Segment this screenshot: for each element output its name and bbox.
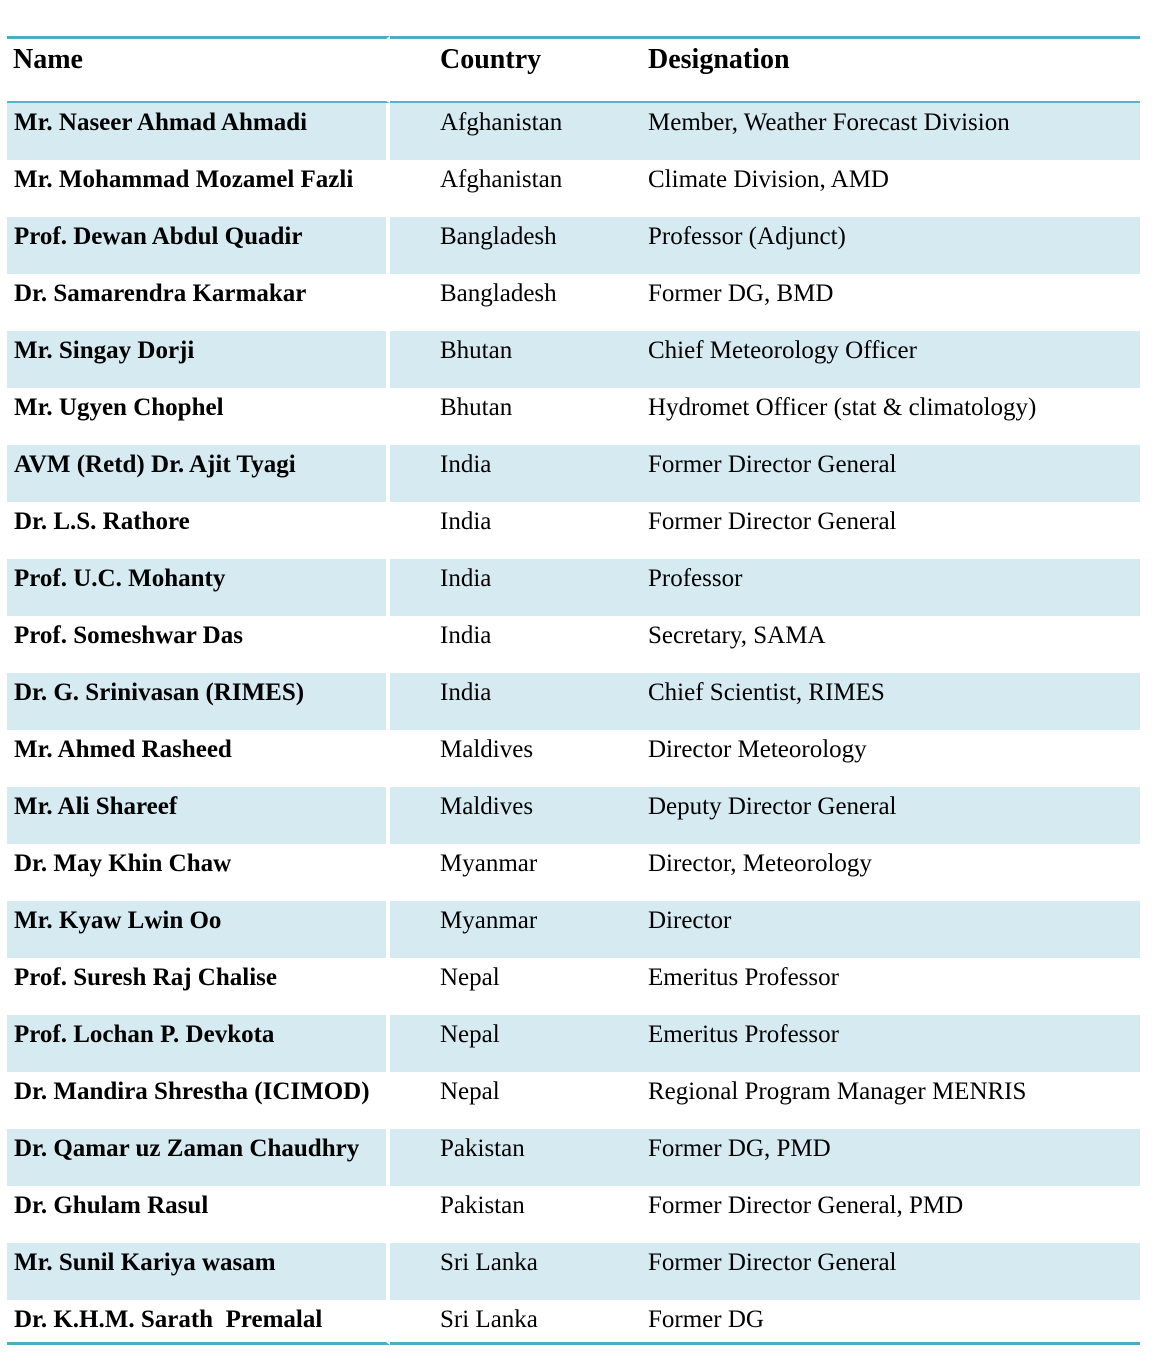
country-cell: Myanmar: [390, 844, 630, 901]
designation-cell: Former Director General: [630, 502, 1140, 559]
designation-cell: Regional Program Manager MENRIS: [630, 1072, 1140, 1129]
country-cell: Sri Lanka: [390, 1243, 630, 1300]
table-row: [7, 787, 1140, 844]
member-name-cell: Prof. Lochan P. Devkota: [7, 1015, 390, 1072]
experts-table: [7, 36, 1140, 1345]
member-name-cell: Dr. Qamar uz Zaman Chaudhry: [7, 1129, 390, 1186]
designation-cell: Professor (Adjunct): [630, 217, 1140, 274]
designation-cell: Former Director General, PMD: [630, 1186, 1140, 1243]
table-row: [7, 445, 1140, 502]
table-row: [7, 502, 1140, 559]
country-cell: Maldives: [390, 787, 630, 844]
country-cell: Nepal: [390, 1015, 630, 1072]
table-row: [7, 1300, 1140, 1345]
country-cell: Maldives: [390, 730, 630, 787]
member-name-cell: Prof. Dewan Abdul Quadir: [7, 217, 390, 274]
member-name-cell: Mr. Sunil Kariya wasam: [7, 1243, 390, 1300]
designation-cell: Director: [630, 901, 1140, 958]
country-cell: Sri Lanka: [390, 1300, 630, 1345]
member-name-cell: Mr. Mohammad Mozamel Fazli: [7, 160, 390, 217]
member-name-cell: Mr. Ugyen Chophel: [7, 388, 390, 445]
table-row: [7, 616, 1140, 673]
table-row: [7, 844, 1140, 901]
member-name-cell: Mr. Ali Shareef: [7, 787, 390, 844]
member-name-cell: Prof. U.C. Mohanty: [7, 559, 390, 616]
member-name-cell: Dr. L.S. Rathore: [7, 502, 390, 559]
table-row: [7, 103, 1140, 160]
column-header-designation: Designation: [630, 36, 1140, 103]
member-name-cell: Prof. Suresh Raj Chalise: [7, 958, 390, 1015]
member-name-cell: Dr. May Khin Chaw: [7, 844, 390, 901]
column-header-country: Country: [390, 36, 630, 103]
table-row: [7, 1129, 1140, 1186]
member-name-cell: Dr. Samarendra Karmakar: [7, 274, 390, 331]
table-row: [7, 958, 1140, 1015]
designation-cell: Chief Scientist, RIMES: [630, 673, 1140, 730]
member-name-cell: Prof. Someshwar Das: [7, 616, 390, 673]
country-cell: India: [390, 673, 630, 730]
member-name-cell: Dr. Ghulam Rasul: [7, 1186, 390, 1243]
member-name-cell: Mr. Ahmed Rasheed: [7, 730, 390, 787]
designation-cell: Former Director General: [630, 445, 1140, 502]
designation-cell: Emeritus Professor: [630, 1015, 1140, 1072]
member-name-cell: Mr. Kyaw Lwin Oo: [7, 901, 390, 958]
designation-cell: Secretary, SAMA: [630, 616, 1140, 673]
designation-cell: Deputy Director General: [630, 787, 1140, 844]
designation-cell: Emeritus Professor: [630, 958, 1140, 1015]
table-row: [7, 160, 1140, 217]
member-name-cell: Mr. Naseer Ahmad Ahmadi: [7, 103, 390, 160]
table-body: [7, 103, 1140, 1345]
member-name-cell: Mr. Singay Dorji: [7, 331, 390, 388]
designation-cell: Professor: [630, 559, 1140, 616]
designation-cell: Director, Meteorology: [630, 844, 1140, 901]
designation-cell: Former DG, BMD: [630, 274, 1140, 331]
header-row: [7, 36, 1140, 103]
designation-cell: Former DG, PMD: [630, 1129, 1140, 1186]
table-row: [7, 1243, 1140, 1300]
country-cell: Bangladesh: [390, 274, 630, 331]
column-header-name: Name: [7, 36, 390, 103]
country-cell: Nepal: [390, 1072, 630, 1129]
table-row: [7, 559, 1140, 616]
country-cell: Myanmar: [390, 901, 630, 958]
designation-cell: Former Director General: [630, 1243, 1140, 1300]
table-row: [7, 901, 1140, 958]
member-name-cell: Dr. Mandira Shrestha (ICIMOD): [7, 1072, 390, 1129]
country-cell: India: [390, 616, 630, 673]
country-cell: Bhutan: [390, 331, 630, 388]
member-name-cell: AVM (Retd) Dr. Ajit Tyagi: [7, 445, 390, 502]
table-row: [7, 331, 1140, 388]
table-row: [7, 217, 1140, 274]
country-cell: Afghanistan: [390, 160, 630, 217]
designation-cell: Director Meteorology: [630, 730, 1140, 787]
designation-cell: Hydromet Officer (stat & climatology): [630, 388, 1140, 445]
designation-cell: Climate Division, AMD: [630, 160, 1140, 217]
designation-cell: Chief Meteorology Officer: [630, 331, 1140, 388]
country-cell: Afghanistan: [390, 103, 630, 160]
country-cell: India: [390, 502, 630, 559]
member-name-cell: Dr. K.H.M. Sarath Premalal: [7, 1300, 390, 1345]
country-cell: India: [390, 445, 630, 502]
country-cell: Pakistan: [390, 1129, 630, 1186]
country-cell: Bhutan: [390, 388, 630, 445]
table-row: [7, 1186, 1140, 1243]
table-row: [7, 274, 1140, 331]
table-row: [7, 388, 1140, 445]
country-cell: Pakistan: [390, 1186, 630, 1243]
table-row: [7, 673, 1140, 730]
country-cell: Bangladesh: [390, 217, 630, 274]
member-name-cell: Dr. G. Srinivasan (RIMES): [7, 673, 390, 730]
designation-cell: Member, Weather Forecast Division: [630, 103, 1140, 160]
table-row: [7, 730, 1140, 787]
designation-cell: Former DG: [630, 1300, 1140, 1345]
country-cell: Nepal: [390, 958, 630, 1015]
table-row: [7, 1072, 1140, 1129]
table-row: [7, 1015, 1140, 1072]
country-cell: India: [390, 559, 630, 616]
